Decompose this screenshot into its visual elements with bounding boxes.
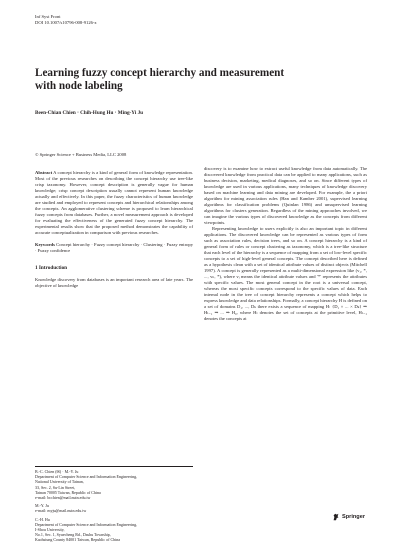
springer-logo [332,512,368,522]
keywords-text: Concept hierarchy · Fuzzy concept hierarchy · Clustering · Fuzzy entropy · Fuzzy confidence [35,242,194,253]
affiliation-line: e-mail: bcchien@mail.nutn.edu.tw [35,495,91,501]
affiliation-line: B.-C. Chien (✉) · M.-Y. Ju [35,469,79,474]
affiliation-line: National University of Tainan, [35,479,84,485]
affiliation-line: No.1, Sec. 1, Syuecheng Rd., Dashu Township, [35,532,111,538]
affiliation-line: M.-Y. Ju [35,503,49,509]
left-column [35,170,193,289]
title-line-1: Learning fuzzy concept hierarchy and measurement [35,67,285,79]
affiliation-line: C.-H. Hu [35,516,50,522]
intro-heading: 1 Introduction [35,265,68,271]
authors: Been-Chian Chien · Chih-Hung Hu · Ming-Yi Ju [35,110,144,116]
intro-paragraph-2: Representing knowledge to users explicitly is also an important topic in different applications. The discovered knowledge can be represented as various types of form such as association rules, decision trees, and so on. A concept hierarchy is a kind of general form of rules or concept clustering as taxonomy, which is a tree-like structure that each level of the hierarchy is a sequence of mapping from a set of low-level specific concepts to a set of high-level general concepts. The concept described here is defined as a hypothesis clean with a set of identical attribute values of distinct objects (Mitchell 1997). A concept is generally represented as a multi-dimensional expression like (v₁, *, ..., vₙ, *), where vᵢ means the identical attribute values and '*' represents the attributes with specific values. The most general concept in the root is a universal concept, whereas the most specific concepts correspond to the specific values of data. Each internal node in the tree of concept hierarchy represents a concept which helps to express knowledge and data relationships. Formally, a concept hierarchy H is defined on a set of domains D₁, ..., Dₖ there exists a sequence of mapping H: {D₁ × ... × Dₖ} ⇒ Hₗ₋₁ ⇒ ... ⇒ H₀, where Hₗ denotes the set of concepts at the primitive level, Hₗ₋₁ denotes the concepts at [204,226,367,321]
affiliation-line: Kaohsiung County 84001 Taiwan, Republic of China [35,537,121,543]
intro-paragraph-1: discovery is to examine how to extract useful knowledge from data automatically. The discovered knowledge from practical data can be applied to many applications, such as business decision, marketing, medical diagnoses, and so on. Since different types of knowledge are used in various applications, many techniques of knowledge discovery based on machine learning and data mining are developed. For example, the a priori algorithm for mining association rules (Han and Kamber 2001), supervised learning algorithms for classification problems (Quinlan 1986) and unsupervised learning algorithms for clusters generation. Regardless of the mining approaches involved, we can imagine the various types of discovered knowledge as the concepts from different viewpoints. [204,166,367,225]
keywords [35,242,193,254]
intro-text: Knowledge discovery from databases is an important research area of late years. The objective of knowledge [35,277,193,288]
keywords-label: Keywords [35,242,55,247]
title-line-2: with node labeling [35,80,123,92]
affiliation-line: I-Shou University, [35,527,65,533]
abstract-text: A concept hierarchy is a kind of general form of knowledge representation. Most of the previous researches on describing the concept hierarchy use tree-like crisp taxonomy. However, concept description is generally vague for human knowledge; crisp concept description usually cannot represent human knowledge actually and effectively. In this paper, the fuzzy characteristics of human knowledge are studied and employed to represent concepts and hierarchical relationships among the concepts. An agglomerative clustering scheme is proposed to learn hierarchical fuzzy concepts from databases. Further, a novel measurement approach is developed for evaluating the effectiveness of the generated fuzzy concept hierarchy. The experimental results show that the proposed method demonstrates the capability of accurate conceptualization in comparison with previous researches. [35,170,193,235]
right-column [204,166,367,322]
journal-name: Inf Syst Front [35,14,61,19]
paper-title [35,67,365,93]
springer-horse-icon [332,513,340,521]
affiliation-line: e-mail: myju@mail.nutn.edu.tw [35,508,87,514]
affiliation-line: Department of Computer Science and Information Engineering, [35,474,138,480]
abstract-label: Abstract [35,170,53,175]
affiliation-line: Department of Computer Science and Information Engineering, [35,521,138,527]
affiliation-line: Tainan 70005 Taiwan, Republic of China [35,489,101,495]
affiliation-line: 33, Sec. 2, Su-Lin Street, [35,484,76,490]
affiliations [35,466,193,543]
doi: DOI 10.1007/s10796-008-9126-z [35,20,97,25]
abstract [35,170,193,236]
publisher-name: Springer [342,514,366,520]
copyright: © Springer Science + Business Media, LLC 2008 [35,152,127,157]
